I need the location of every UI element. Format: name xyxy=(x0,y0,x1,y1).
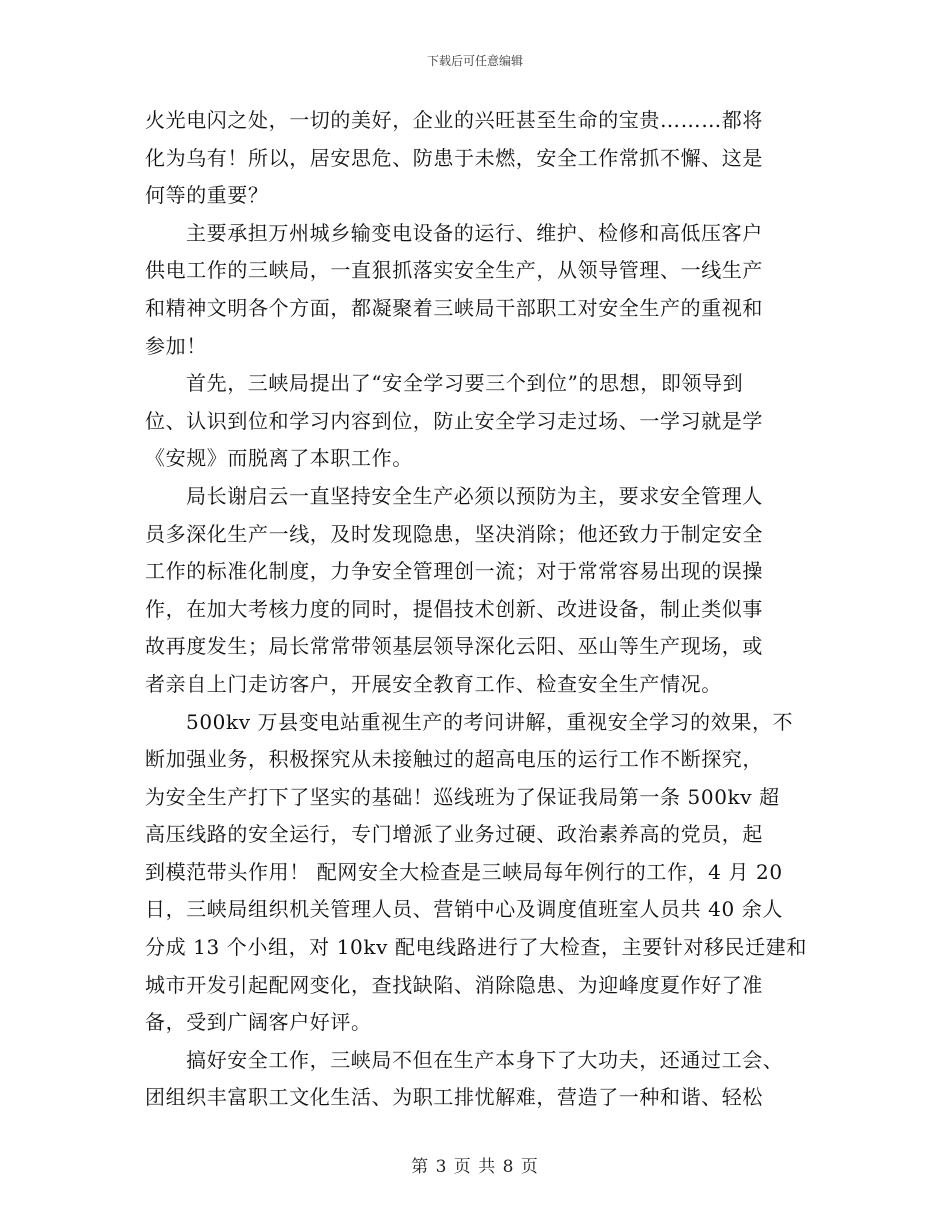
document-body xyxy=(145,102,807,1117)
text-line: 供电工作的三峡局，一直狠抓落实安全生产，从领导管理、一线生产 xyxy=(145,258,763,283)
text-line: 高压线路的安全运行，专门增派了业务过硬、政治素养高的党员，起 xyxy=(145,822,763,847)
text-line: 工作的标准化制度，力争安全管理创一流；对于常常容易出现的误操 xyxy=(145,559,763,584)
paragraph-3 xyxy=(145,365,807,478)
text-line: 分成 13 个小组，对 10kv 配电线路进行了大检查，主要针对移民迁建和 xyxy=(145,935,807,960)
text-line: 化为乌有！所以，居安思危、防患于未燃，安全工作常抓不懈、这是 xyxy=(145,145,763,170)
text-line: 位、认识到位和学习内容到位，防止安全学习走过场、一学习就是学 xyxy=(145,408,763,433)
text-line: 参加！ xyxy=(145,333,207,358)
paragraph-2 xyxy=(145,215,807,365)
text-line: 主要承担万州城乡输变电设备的运行、维护、检修和高低压客户 xyxy=(186,220,763,245)
text-line: 500kv 万县变电站重视生产的考问讲解，重视安全学习的效果，不 xyxy=(186,709,794,734)
text-line: 团组织丰富职工文化生活、为职工排忧解难，营造了一种和谐、轻松 xyxy=(145,1085,763,1110)
page-number-footer: 第 3 页 共 8 页 xyxy=(411,1157,539,1177)
text-line: 到模范带头作用！ 配网安全大检查是三峡局每年例行的工作，4 月 20 xyxy=(145,859,783,884)
paragraph-1 xyxy=(145,102,807,215)
paragraph-4 xyxy=(145,478,807,704)
paragraph-5 xyxy=(145,704,807,1042)
paragraph-6 xyxy=(145,1042,807,1117)
text-line: 断加强业务，积极探究从未接触过的超高电压的运行工作不断探究， xyxy=(145,747,763,772)
text-line: 日，三峡局组织机关管理人员、营销中心及调度值班室人员共 40 余人 xyxy=(145,897,783,922)
text-line: 员多深化生产一线，及时发现隐患，坚决消除；他还致力于制定安全 xyxy=(145,521,763,546)
text-line: 首先，三峡局提出了“安全学习要三个到位”的思想，即领导到 xyxy=(186,371,744,396)
text-line: 城市开发引起配网变化，查找缺陷、消除隐患、为迎峰度夏作好了准 xyxy=(145,972,763,997)
page-header-note: 下载后可任意编辑 xyxy=(426,54,523,68)
text-line: 火光电闪之处，一切的美好，企业的兴旺甚至生命的宝贵………都将 xyxy=(145,108,763,132)
text-line: 作，在加大考核力度的同时，提倡技术创新、改进设备，制止类似事 xyxy=(145,596,763,621)
text-line: 备，受到广阔客户好评。 xyxy=(145,1010,372,1035)
text-line: 故再度发生；局长常常带领基层领导深化云阳、巫山等生产现场，或 xyxy=(145,634,763,659)
text-line: 者亲自上门走访客户，开展安全教育工作、检查安全生产情况。 xyxy=(145,671,722,696)
text-line: 和精神文明各个方面，都凝聚着三峡局干部职工对安全生产的重视和 xyxy=(145,295,763,320)
text-line: 《安规》而脱离了本职工作。 xyxy=(145,446,413,471)
text-line: 何等的重要？ xyxy=(145,183,269,208)
text-line: 搞好安全工作，三峡局不但在生产本身下了大功夫，还通过工会、 xyxy=(186,1047,784,1072)
text-line: 局长谢启云一直坚持安全生产必须以预防为主，要求安全管理人 xyxy=(186,483,763,508)
text-line: 为安全生产打下了坚实的基础！巡线班为了保证我局第一条 500kv 超 xyxy=(145,784,780,809)
